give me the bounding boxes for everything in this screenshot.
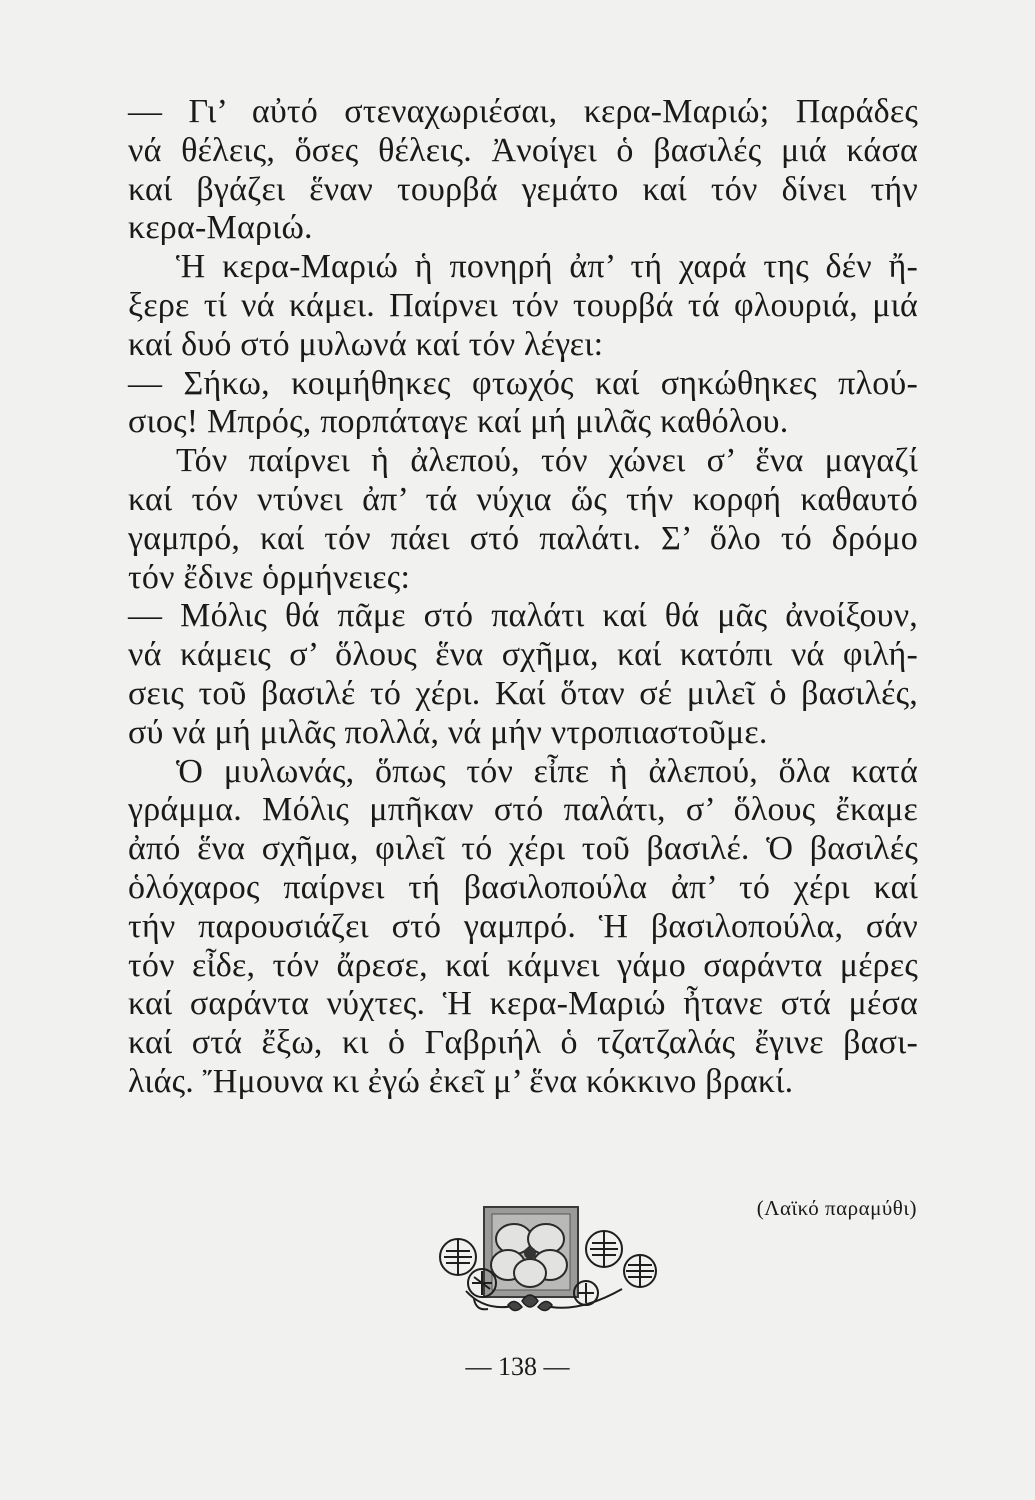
attribution: (Λαϊκό παραμύθι)	[756, 1196, 917, 1220]
text-line: τόν εἶδε, τόν ἄρεσε, καί κάμνει γάμο σαράντα μέρες	[128, 946, 918, 984]
text-line: καί τόν ντύνει ἀπ’ τά νύχια ὥς τήν κορφή καθαυτό	[128, 480, 918, 518]
text-line: σεις τοῦ βασιλέ τό χέρι. Καί ὅταν σέ μιλεῖ ὁ βασιλές,	[128, 674, 918, 712]
text-line: τήν παρουσιάζει στό γαμπρό. Ἡ βασιλοπούλα, σάν	[128, 907, 918, 945]
text-line: — Μόλις θά πᾶμε στό παλάτι καί θά μᾶς ἀνοίξουν,	[128, 597, 918, 635]
story-text	[128, 93, 918, 1102]
text-line: ξερε τί νά κάμει. Παίρνει τόν τουρβά τά φλουριά, μιά	[128, 286, 918, 324]
text-line: γαμπρό, καί τόν πάει στό παλάτι. Σ’ ὅλο τό δρόμο	[128, 519, 918, 557]
text-line: — Γι’ αὐτό στεναχωριέσαι, κερα-Μαριώ; Παράδες	[128, 93, 918, 130]
text-line: σιος! Μπρός, πορπάταγε καί μή μιλᾶς καθόλου.	[128, 403, 789, 441]
flower-ornament-icon	[436, 1205, 666, 1320]
text-line: καί δυό στό μυλωνά καί τόν λέγει:	[128, 325, 604, 363]
text-line: τόν ἔδινε ὁρμήνειες:	[128, 558, 411, 596]
text-line: σύ νά μή μιλᾶς πολλά, νά μήν ντροπιαστοῦμε.	[128, 713, 768, 751]
text-line: λιάς. Ἤμουνα κι ἐγώ ἐκεῖ μ’ ἕνα κόκκινο βρακί.	[128, 1062, 794, 1100]
text-line: νά θέλεις, ὅσες θέλεις. Ἀνοίγει ὁ βασιλές μιά κάσα	[128, 131, 918, 169]
text-line: καί σαράντα νύχτες. Ἡ κερα-Μαριώ ἦτανε στά μέσα	[128, 985, 918, 1023]
text-line: καί στά ἔξω, κι ὁ Γαβριήλ ὁ τζατζαλάς ἔγινε βασι-	[128, 1024, 918, 1062]
page-number: — 138 —	[465, 1352, 570, 1381]
text-line: κερα-Μαριώ.	[128, 209, 313, 247]
text-line: γράμμα. Μόλις μπῆκαν στό παλάτι, σ’ ὅλους ἔκαμε	[128, 791, 918, 829]
text-line: — Σήκω, κοιμήθηκες φτωχός καί σηκώθηκες πλού-	[128, 364, 918, 402]
text-line: νά κάμεις σ’ ὅλους ἕνα σχῆμα, καί κατόπι νά φιλή-	[128, 636, 918, 674]
text-line: Ἡ κερα-Μαριώ ἡ πονηρή ἀπ’ τή χαρά της δέν ἤ-	[176, 248, 918, 286]
text-line: ἀπό ἕνα σχῆμα, φιλεῖ τό χέρι τοῦ βασιλέ. Ὁ βασιλές	[128, 830, 918, 868]
text-line: Ὁ μυλωνάς, ὅπως τόν εἶπε ἡ ἀλεπού, ὅλα κατά	[176, 752, 918, 790]
text-line: Τόν παίρνει ἡ ἀλεπού, τόν χώνει σ’ ἕνα μαγαζί	[176, 442, 918, 480]
text-line: ὁλόχαρος παίρνει τή βασιλοπούλα ἀπ’ τό χέρι καί	[128, 868, 918, 906]
text-line: καί βγάζει ἕναν τουρβά γεμάτο καί τόν δίνει τήν	[128, 170, 918, 208]
